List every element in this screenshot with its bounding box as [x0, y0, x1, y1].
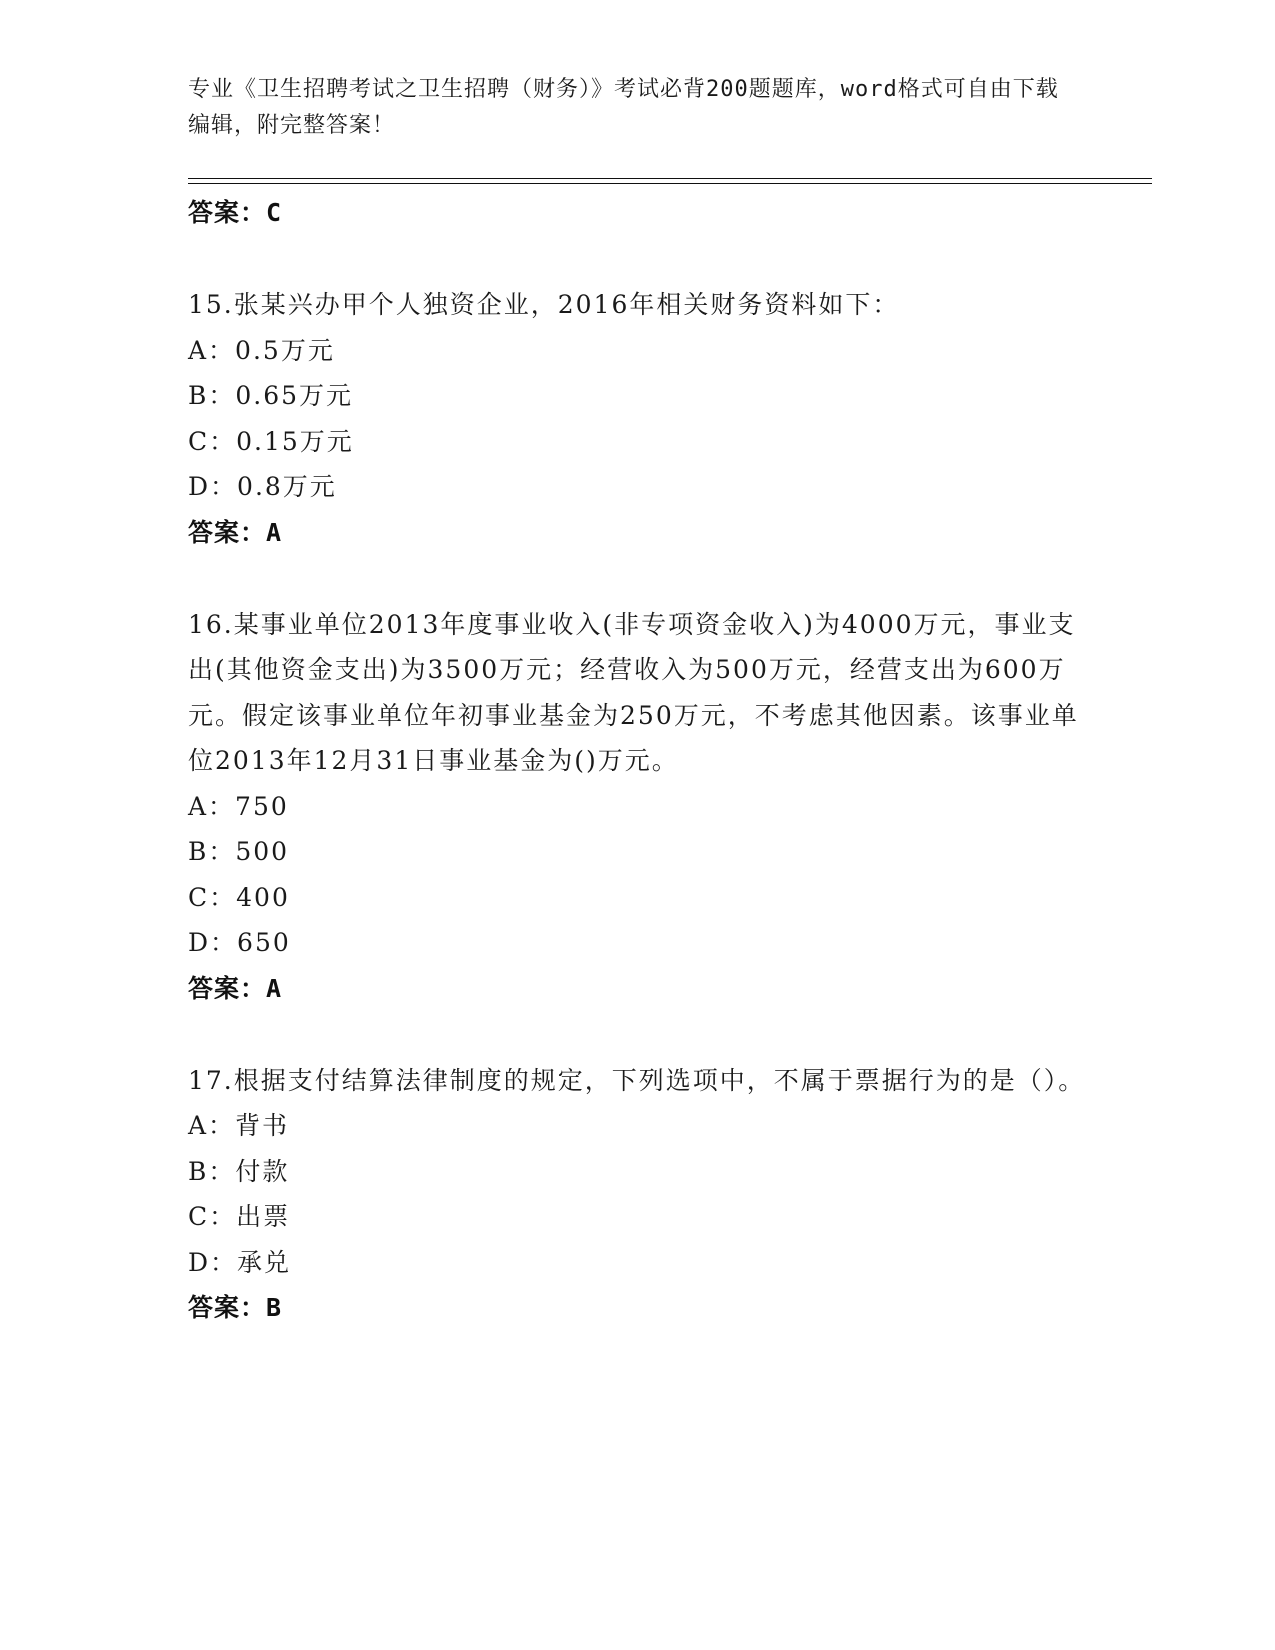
document-body [188, 190, 1088, 1330]
document-header: 专业《卫生招聘考试之卫生招聘（财务）》考试必背200题题库，word格式可自由下载编辑，附完整答案！ [188, 77, 1059, 138]
option-d: D：650 [188, 928, 291, 957]
question-16 [188, 602, 1088, 1011]
option-a: A：0.5万元 [188, 335, 335, 365]
option-d: D：0.8万元 [188, 472, 337, 501]
option-a: A：750 [188, 791, 289, 821]
option-c: C：400 [188, 882, 290, 912]
option-c: C：0.15万元 [188, 426, 354, 456]
header-divider-bottom [188, 183, 1152, 184]
answer: 答案：A [188, 973, 283, 1003]
question-text: 17.根据支付结算法律制度的规定，下列选项中，不属于票据行为的是（）。 [188, 1065, 1086, 1095]
answer: 答案：A [188, 517, 283, 547]
option-b: B：500 [188, 837, 290, 866]
question-text: 15.张某兴办甲个人独资企业，2016年相关财务资料如下： [188, 290, 900, 319]
option-a: A：背书 [188, 1111, 290, 1140]
option-b: B：0.65万元 [188, 381, 354, 410]
header-divider-top [188, 178, 1152, 179]
answer: 答案：B [188, 1293, 283, 1322]
option-c: C：出票 [188, 1202, 291, 1231]
question-text: 16.某事业单位2013年度事业收入(非专项资金收入)为4000万元，事业支出(其他资金支出)为3500万元；经营收入为500万元，经营支出为600万元。假定该事业单位年初事业基金为250万元，不考虑其他因素。该事业单位2013年12月31日事业基金为()万元。 [188, 609, 1079, 775]
question-17 [188, 1058, 1088, 1331]
previous-answer: 答案：C [188, 198, 283, 227]
option-b: B：付款 [188, 1156, 290, 1186]
question-15 [188, 282, 1088, 555]
option-d: D：承兑 [188, 1247, 292, 1277]
